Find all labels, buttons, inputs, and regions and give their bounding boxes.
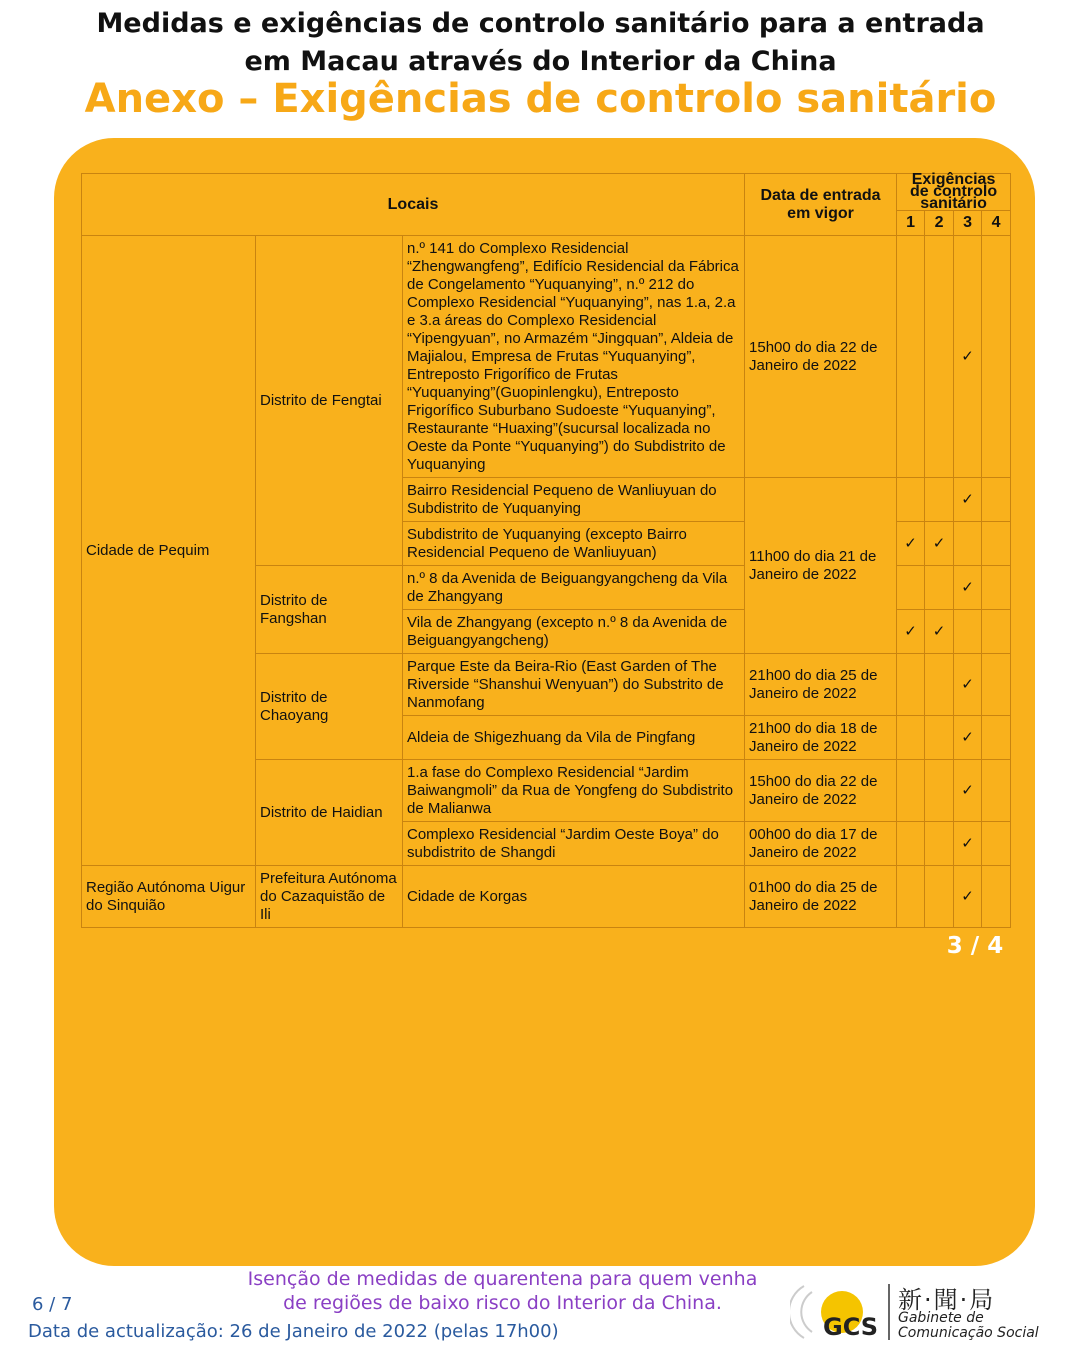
district-cell: Distrito de Haidian: [256, 760, 403, 866]
title-line-2: em Macau através do Interior da China: [244, 46, 837, 77]
region-cell: Região Autónoma Uigur do Sinquião: [82, 866, 256, 928]
check-mark: ✓: [954, 866, 982, 928]
check-cell: [982, 566, 1011, 610]
place-cell: 1.a fase do Complexo Residencial “Jardim Baiwangmoli” da Rua de Yongfeng do Subdistrito de Malianwa: [403, 760, 745, 822]
place-cell: Complexo Residencial “Jardim Oeste Boya” do subdistrito de Shangdi: [403, 822, 745, 866]
date-cell: 11h00 do dia 21 de Janeiro de 2022: [745, 478, 897, 654]
header-col-4: 4: [982, 211, 1011, 236]
check-cell: [925, 654, 954, 716]
place-cell: n.º 8 da Avenida de Beiguangyangcheng da Vila de Zhangyang: [403, 566, 745, 610]
check-mark: ✓: [954, 822, 982, 866]
district-cell: Distrito de Fengtai: [256, 236, 403, 566]
title-line-1: Medidas e exigências de controlo sanitário para a entrada: [96, 8, 985, 39]
check-cell: [897, 716, 925, 760]
check-mark: ✓: [954, 478, 982, 522]
check-mark: ✓: [954, 236, 982, 478]
logo-portuguese: [898, 1311, 1039, 1341]
date-cell: 15h00 do dia 22 de Janeiro de 2022: [745, 236, 897, 478]
check-cell: [925, 866, 954, 928]
logo-line-1: Gabinete de: [898, 1310, 984, 1326]
check-cell: [982, 822, 1011, 866]
check-mark: ✓: [954, 654, 982, 716]
place-cell: Cidade de Korgas: [403, 866, 745, 928]
check-cell: [925, 478, 954, 522]
place-cell: Aldeia de Shigezhuang da Vila de Pingfang: [403, 716, 745, 760]
place-cell: Vila de Zhangyang (excepto n.º 8 da Avenida de Beiguangyangcheng): [403, 610, 745, 654]
check-cell: [897, 236, 925, 478]
check-cell: [954, 522, 982, 566]
check-mark: ✓: [897, 610, 925, 654]
region-cell: Cidade de Pequim: [82, 236, 256, 866]
check-cell: [897, 866, 925, 928]
check-cell: [897, 566, 925, 610]
check-cell: [982, 716, 1011, 760]
header-locais: Locais: [82, 174, 745, 236]
check-cell: [982, 478, 1011, 522]
logo-chinese: 新·聞·局: [898, 1286, 996, 1314]
check-mark: ✓: [897, 522, 925, 566]
check-mark: ✓: [925, 522, 954, 566]
district-cell: Distrito de Fangshan: [256, 566, 403, 654]
header-data-entrada: Data de entrada em vigor: [745, 174, 897, 236]
check-cell: [925, 236, 954, 478]
place-cell: n.º 141 do Complexo Residencial “Zhengwangfeng”, Edifício Residencial da Fábrica de Congelamento “Yuquanying”, n.º 212 do Complexo Residencial “Yuquanying”, nas 1.a, 2.a e 3.a áreas do Complexo Residencial “Yipengyuan”, no Armazém “Jingquan”, Aldeia de Majialou, Empresa de Frutas “Yuquanying”, Entreposto Frigorífico de Frutas “Yuquanying”(Guopinlengku), Entreposto Frigorífico Suburbano Sudoeste “Yuquanying”, Restaurante “Huaxing”(sucursal localizada no Oeste da Ponte “Yuquanying”) do Subdistrito de Yuquanying: [403, 236, 745, 478]
check-mark: ✓: [954, 760, 982, 822]
date-cell: 00h00 do dia 17 de Janeiro de 2022: [745, 822, 897, 866]
place-cell: Parque Este da Beira-Rio (East Garden of The Riverside “Shanshui Wenyuan”) do Substrito de Nanmofang: [403, 654, 745, 716]
district-cell: Prefeitura Autónoma do Cazaquistão de Ili: [256, 866, 403, 928]
header-col-1: 1: [897, 211, 925, 236]
check-cell: [897, 478, 925, 522]
check-cell: [925, 566, 954, 610]
check-cell: [982, 236, 1011, 478]
check-cell: [897, 760, 925, 822]
check-cell: [982, 522, 1011, 566]
header-exigencias: Exigências de controlo sanitário: [897, 174, 1011, 211]
check-cell: [954, 610, 982, 654]
date-cell: 21h00 do dia 25 de Janeiro de 2022: [745, 654, 897, 716]
check-cell: [925, 716, 954, 760]
check-cell: [897, 654, 925, 716]
logo-text: GCS: [823, 1313, 879, 1341]
subtitle: Anexo – Exigências de controlo sanitário: [84, 76, 997, 122]
sanitary-requirements-table: [81, 173, 1011, 928]
check-cell: [925, 760, 954, 822]
district-cell: Distrito de Chaoyang: [256, 654, 403, 760]
place-cell: Subdistrito de Yuquanying (excepto Bairro Residencial Pequeno de Wanliuyuan): [403, 522, 745, 566]
footer-note-line-1: Isenção de medidas de quarentena para quem venha: [247, 1268, 758, 1290]
page-number: 6 / 7: [32, 1294, 73, 1315]
header-col-3: 3: [954, 211, 982, 236]
check-cell: [982, 866, 1011, 928]
check-cell: [982, 654, 1011, 716]
check-cell: [897, 822, 925, 866]
check-cell: [982, 610, 1011, 654]
check-cell: [982, 760, 1011, 822]
check-mark: ✓: [954, 716, 982, 760]
place-cell: Bairro Residencial Pequeno de Wanliuyuan do Subdistrito de Yuquanying: [403, 478, 745, 522]
page-indicator: 3 / 4: [946, 933, 1004, 959]
date-cell: 15h00 do dia 22 de Janeiro de 2022: [745, 760, 897, 822]
check-cell: [925, 822, 954, 866]
update-date: Data de actualização: 26 de Janeiro de 2022 (pelas 17h00): [28, 1321, 559, 1342]
footer-note-line-2: de regiões de baixo risco do Interior da China.: [283, 1292, 722, 1314]
date-cell: 21h00 do dia 18 de Janeiro de 2022: [745, 716, 897, 760]
check-mark: ✓: [954, 566, 982, 610]
header-col-2: 2: [925, 211, 954, 236]
svg-text:GCS: [823, 1313, 878, 1341]
table-row: [82, 866, 1011, 928]
table-row: [82, 236, 1011, 478]
footer-note: [220, 1267, 785, 1315]
check-mark: ✓: [925, 610, 954, 654]
logo-line-2: Comunicação Social: [898, 1325, 1039, 1341]
date-cell: 01h00 do dia 25 de Janeiro de 2022: [745, 866, 897, 928]
